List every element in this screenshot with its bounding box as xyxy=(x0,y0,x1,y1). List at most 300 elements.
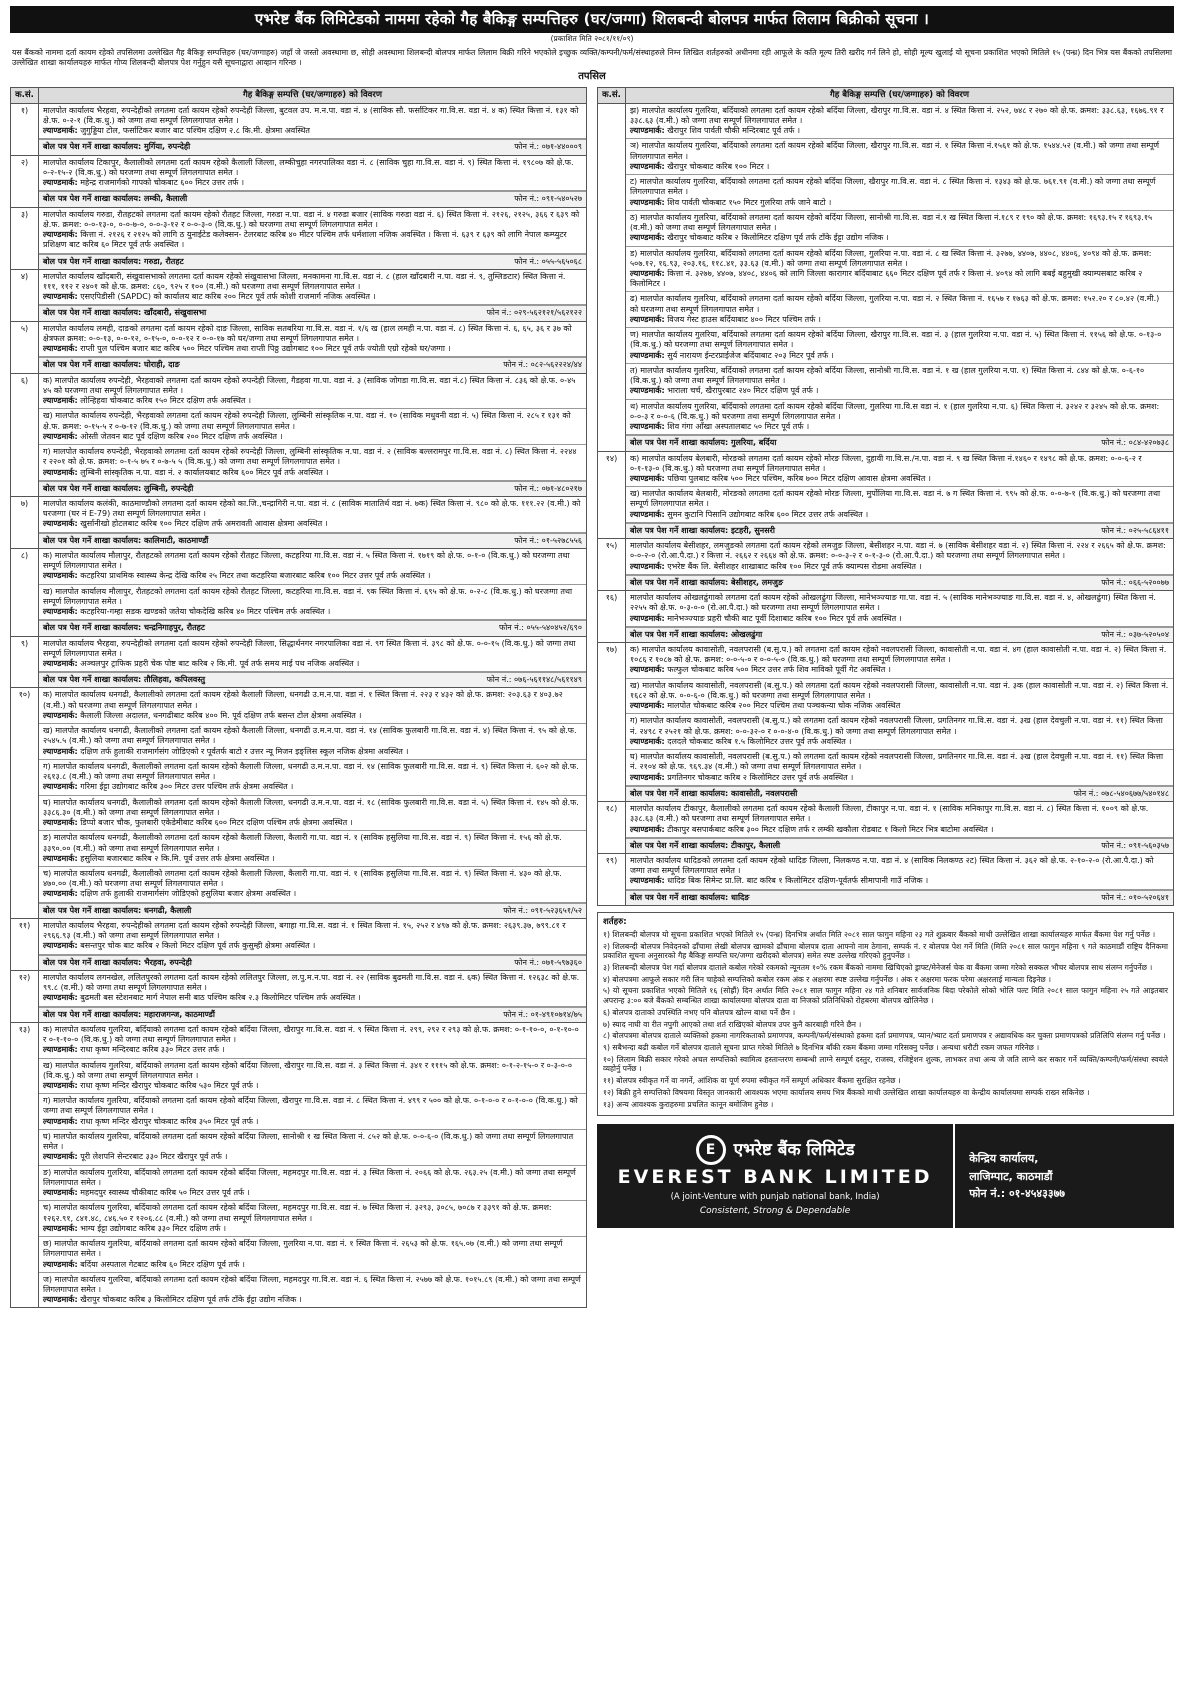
property-body xyxy=(39,208,586,269)
landmark-text: धादिङ बिक सिमेन्ट प्रा.लि. बाट करिब १ किलोमिटर दक्षिण-पूर्वतर्फ सीमापानी गाउँ नजिक । xyxy=(667,876,929,886)
landmark-line xyxy=(43,993,582,1003)
property-number: १) xyxy=(11,104,39,155)
terms-title: शर्तहरु: xyxy=(603,916,627,927)
landmark-text: फल्फुल चोकबाट करिब ५०० मिटर उत्तर तर्फ शिव माविको पूर्वी गेट अवस्थित । xyxy=(667,665,891,675)
landmark-label: ल्याण्डमार्क: xyxy=(43,230,78,240)
property-description: ख) मालपोत कार्यालय मौलापुर, रौतहटको लगतमा दर्ता कायम रहेको रौतहट जिल्ला, कटहरिया गा.वि.स. वडा नं. ९क स्थित कित्ता नं. ६९५ को क्षे.फ. ०-२-८ (वि.क.धु.) को घरजग्गा तथा सम्पूर्ण लिगलगापात समेत । xyxy=(43,586,573,606)
branch-phone: फोन नं.: ०१-५२७८५५६ xyxy=(514,535,582,545)
header-desc: गैह बैकिङ्ग सम्पत्ति (घर/जग्गाहरु) को विवरण xyxy=(829,89,970,100)
property-number: ४) xyxy=(11,270,39,321)
term-item: ९) सबैभन्दा बढी कबोल गर्ने बोलपत्र दाताले सूचना प्राप्त गरेको मितिले ७ दिनभित्र बाँकी रकम बैंकमा जम्मा गरिसक्नु पर्नेछ । अन्यथा धरौटी रकम जफत गरिनेछ । xyxy=(603,1043,1040,1052)
branch-phone: फोन नं.: ०१-४९१०७१४/७५ xyxy=(503,1009,582,1019)
left-column xyxy=(10,87,587,1309)
property-entry xyxy=(626,802,1173,838)
left-property-list xyxy=(10,104,587,1309)
property-entry xyxy=(39,409,586,445)
property-description: ग) मालपोत कार्यालय धनगढी, कैलालीको लगतमा दर्ता कायम रहेको कैलाली जिल्ला, धनगढी उ.म.न.पा. वडा नं. १४ (साविक फुलबारी गा.वि.स. वडा नं. ९) स्थित कित्ता नं. ६०२ को क्षे.फ. २६१३.८ (व.मी.) को जग्गा तथा सम्पूर्ण लिगलगापात समेत । xyxy=(43,761,579,782)
property-entry xyxy=(626,175,1173,211)
property-entry xyxy=(626,292,1173,328)
property-entry xyxy=(39,585,586,621)
property-entry xyxy=(626,247,1173,293)
landmark-label: ल्याण्डमार्क: xyxy=(43,1116,78,1126)
landmark-label: ल्याण्डमार्क: xyxy=(43,467,78,477)
branch-phone: फोन नं.: ०२५-५८६४११ xyxy=(1101,525,1169,535)
property-number: ७) xyxy=(11,497,39,548)
intro-paragraph: यस बैंकको नाममा दर्ता कायम रहेको तपसिलमा उल्लेखित गैह बैकिङ्ग सम्पत्तिहरु (घर/जग्गाहरु) जहाँ जे जस्तो अवस्थामा छ, सोही अवस्थामा शिलबन्दी बोलपत्र मार्फत लिलाम बिक्री गरिने भएकोले इच्छुक व्यक्ति/कम्पनी/फर्म/संस्थाहरुले निम्न लिखित शर्तहरुको अधीनमा रही आफूले के कति मूल्य तिरी खरीद गर्न लिने हो, सोही मूल्य खुलाई यो सूचना प्रकाशित भएको मितिले १५ (पन्ध्र) दिन भित्र यस बैंकको तपसिलमा उल्लेखित शाखा कार्यालयहरु मार्फत गोप्य शिलबन्दी बोलपत्र पेश गर्नुहुन यसै सूचनाद्वारा आव्हान गरिन्छ । xyxy=(12,47,1172,67)
landmark-text: कटहरिया-गम्हा सडक खण्डको जतेया चोकदेखि करिब ४० मिटर पश्चिम तर्फ अवस्थित । xyxy=(80,607,331,617)
property-description: ग) मालपोत कार्यालय कावासोती, नवलपरासी (ब.सु.प.) को लगतमा दर्ता कायम रहेको नवलपरासी जिल्ला, प्रगतिनगर गा.वि.स. वडा नं. ३ख (हाल देवचुली न.पा. वडा नं. ११) स्थित कित्ता नं. २४९८ र २५२१ को क्षे.फ. क्रमश: ०-०-३२-० र ०-०-४-० (वि.क.धु.) को जग्गा तथा सम्पूर्ण लिगलगापात समेत । xyxy=(630,716,1163,736)
branch-phone: फोन नं.: ०७१-५९७३६० xyxy=(514,957,582,967)
property-body xyxy=(39,637,586,688)
property-row xyxy=(10,637,587,689)
landmark-line xyxy=(43,1117,582,1127)
landmark-text: ओस्ती जेतवन बाट पूर्व दक्षिण करिब २०० मिटर दक्षिण तर्फ अवस्थित । xyxy=(80,431,283,441)
property-entry xyxy=(39,971,586,1007)
property-number: १६) xyxy=(598,591,626,642)
property-description: ङ) मालपोत कार्यालय गुलरिया, बर्दियाको लगतमा दर्ता कायम रहेको बर्दिया जिल्ला, महमदपुर गा.वि.स. वडा नं. ३ स्थित कित्ता नं. २०६६ को क्षे.फ. २६३.२५ (व.मी.) को जग्गा तथा सम्पूर्ण लिगलगापात समेत । xyxy=(43,1167,576,1187)
landmark-line xyxy=(630,126,1169,136)
branch-office: बोल पत्र पेश गर्ने शाखा कार्यालय: चन्द्रनिगाहपुर, रौतहट xyxy=(43,623,205,633)
term-item: ४) बोलपत्रमा आफूले सकार गरी लिन चाहेको सम्पत्तिको कबोल रकम अंक र अक्षरमा स्पष्ट उल्लेख गर्नुपर्नेछ । अंक र अक्षरमा फरक परेमा अक्षरलाई मान्यता दिइनेछ । xyxy=(603,974,1052,984)
property-entry xyxy=(39,1059,586,1095)
term-item: ३) शिलबन्दी बोलपत्र पेश गर्दा बोलपत्र दाताले कबोल गरेको रकमको न्यूनतम १०% रकम बैंकको नाममा खिचिएको ड्राफ्ट/मेनेजर्स चेक वा बैंकमा जम्मा गरेको सक्कल भौचर बोलपत्र साथ संलग्न गर्नुपर्नेछ । xyxy=(603,962,1153,972)
property-number: १७) xyxy=(598,643,626,801)
submission-office xyxy=(39,191,586,206)
property-entry xyxy=(626,539,1173,575)
property-entry xyxy=(39,549,586,585)
landmark-line xyxy=(43,292,582,302)
landmark-text: खैरापुर चोकबाट करिब २ किलोमिटर दक्षिण पूर्व तर्फ टाँके ईट्टा उद्योग नजिक । xyxy=(667,233,889,243)
property-description: मालपोत कार्यालय लमही, दाङको लगतमा दर्ता कायम रहेको दाङ जिल्ला, साविक सतबरिया गा.वि.स. वडा नं. १/६ ख (हाल लमही न.पा. वडा नं. ८) स्थित कित्ता नं. ६, ६५, ३६ र ३७ को क्षेत्रफल क्रमश: ०-०-१३, ०-०-१२, ०-१५-०, ०-०-१२ र ०-०-१७ को घर/जग्गा तथा सम्पूर्ण लिगलगापात समेत । xyxy=(43,323,572,343)
property-row xyxy=(10,104,587,156)
landmark-text: बर्दिया अस्पताल गेटबाट करिब ६० मिटर दक्षिण पूर्व तर्फ । xyxy=(80,1259,245,1269)
property-entry xyxy=(626,452,1173,488)
landmark-line xyxy=(43,607,582,617)
landmark-text: कित्ता नं. ३२७७, ४४०७, ४४०८, ४४०६ को लागि जिल्ला कारागार बर्दियाबाट ६६० मिटर दक्षिण पूर्व तर्फ र कित्ता नं. ४०९४ को लागि बबई बहुमुखी क्याम्पसबाट करिब २ किलोमिटर । xyxy=(630,268,1143,289)
landmark-label: ल्याण्डमार्क: xyxy=(630,561,665,571)
landmark-text: दलदले चोकबाट करिब १.५ किलोमिटर उत्तर पूर्व तर्फ अवस्थित । xyxy=(667,736,852,746)
term-item: ५) यो सूचना प्रकाशित भएको मितिले १६ (सोह्रौं) दिन अर्थात मिति २०८१ साल फागुन महिना २४ गते शनिबार सार्वजनिक बिदा परेकोले सोको भोलि पल्ट मिति २०८१ साल फागुन महिना २५ गते आइतबार अपरान्ह ३:०० बजे बैंकको सम्बन्धित शाखा कार्यालयमा बोलपत्र दाता वा निजको प्रतिनिधिको रोहबरमा बोलपत्र खोलिनेछ । xyxy=(603,986,1168,1006)
right-property-list xyxy=(597,104,1174,906)
branch-office: बोल पत्र पेश गर्ने शाखा कार्यालय: कावासोती, नवलपरासी xyxy=(630,788,798,798)
property-description: ख) मालपोत कार्यालय बेलबारी, मोरङको लगतमा दर्ता कायम रहेको मोरङ जिल्ला, मुर्पोलिया गा.वि.स. वडा नं. ७ ग स्थित कित्ता नं. ९९५ को क्षे.फ. ०-०-७-१ (वि.क.धु.) को घरजग्गा तथा सम्पूर्ण लिगलगापात समेत । xyxy=(630,489,1161,509)
property-description: मालपोत कार्यालय भैरहवा, रुपन्देहीको लगतमा दर्ता कायम रहेको रुपन्देही जिल्ला, बुटवल उप. म.न.पा. वडा नं. ४ (साविक सौ. फर्साटिकर गा.वि.स. वडा नं. ४ क) स्थित कित्ता नं. १३१ को क्षे.फ. ०-२-१ (वि.क.धु.) को जग्गा तथा सम्पूर्ण लिगलगापात समेत । xyxy=(43,105,579,125)
table-header xyxy=(10,87,587,104)
property-description: ढ) मालपोत कार्यालय गुलरिया, बर्दियाको लगतमा दर्ता कायम रहेको बर्दिया जिल्ला, गुलरिया न.पा. वडा नं. २ स्थित कित्ता नं. १६५७ र १७६३ को क्षे.फ. क्रमश: १५२.२० र ८०.४२ (व.मी.) को घरजग्गा तथा सम्पूर्ण लिगलगापात समेत । xyxy=(630,294,1160,314)
property-description: मालपोत कार्यालय गरुडा, रौतहटको लगतमा दर्ता कायम रहेको रौतहट जिल्ला, गरुडा न.पा. वडा नं. ४ गरुडा बजार (साविक गरुडा वडा नं. ६) स्थित कित्ता नं. २१२६, २१२५, ३६६ र ६३९ को क्षे.फ. क्रमश: ०-०-१३-०, ०-०-७-०, ०-०-३-१२ र ०-०-३-० (वि.क.धु.) को घरजग्गा तथा सम्पूर्ण लिगलगापात समेत । xyxy=(43,209,580,229)
branch-office: बोल पत्र पेश गर्ने शाखा कार्यालय: टीकापुर, कैलाली xyxy=(630,840,781,850)
branch-office: बोल पत्र पेश गर्ने शाखा कार्यालय: तौलिहवा, कपिलवस्तु xyxy=(43,675,206,685)
property-entry xyxy=(626,104,1173,140)
landmark-line xyxy=(630,351,1169,361)
landmark-label: ल्याण्डमार्क: xyxy=(630,126,665,136)
landmark-line xyxy=(43,1152,582,1162)
property-body xyxy=(39,322,586,373)
branch-office: बोल पत्र पेश गर्ने शाखा कार्यालय: इटहरी, सुनसरी xyxy=(630,525,775,535)
branch-office: बोल पत्र पेश गर्ने शाखा कार्यालय: भैरहवा, रुपन्देही xyxy=(43,957,192,967)
property-body xyxy=(626,104,1173,451)
property-entry xyxy=(626,591,1173,627)
property-row xyxy=(597,539,1174,591)
submission-office xyxy=(626,890,1173,905)
bank-name-nepali: एभरेष्ट बैंक लिमिटेड xyxy=(733,1139,855,1160)
property-entry xyxy=(626,400,1173,436)
landmark-line xyxy=(43,889,582,899)
submission-office xyxy=(39,481,586,496)
landmark-text: राप्ती पुल पश्चिम बजार बाट करिब ५०० मिटर पश्चिम तथा राप्ती पिठ्ठ उद्योगबाट १०० मिटर पूर्व तर्फ ज्योती एग्रो रहेको घर/जग्गा । xyxy=(80,344,451,354)
landmark-text: शिव पार्वती चोकबाट १५० मिटर गुलरिया तर्फ जाने बाटो । xyxy=(667,197,832,207)
property-entry xyxy=(39,156,586,192)
property-row xyxy=(597,591,1174,643)
landmark-line xyxy=(43,468,582,478)
header-no: क.सं. xyxy=(11,88,39,103)
property-description: मालपोत कार्यालय बेसीशहर, लमजुङको लगतमा दर्ता कायम रहेको लमजुङ जिल्ला, बेसीशहर न.पा. वडा नं. ७ (साविक बेसीशहर वडा नं. २) स्थित कित्ता नं. २२४ र २६६५ को क्षे.फ. क्रमश: ०-०-२-० (रो.आ.पै.दा.) र कित्ता नं. २६६२ र २६६४ को क्षे.फ. क्रमश: ०-०-३-२ र ०-१-३-० (रो.आ.पै.दा.) को घरजग्गा तथा सम्पूर्ण लिगलगापात समेत । xyxy=(630,541,1166,561)
property-row xyxy=(10,322,587,374)
property-body xyxy=(626,854,1173,905)
property-description: ण) मालपोत कार्यालय गुलरिया, बर्दियाको लगतमा दर्ता कायम रहेको बर्दिया जिल्ला, खैरापुर गा.वि.स. वडा नं. ३ (हाल गुलरिया न.पा. वडा नं. ५) स्थित कित्ता नं. ११५६ को क्षे.फ. ०-१३-० (वि.क.धु.) को घरजग्गा तथा सम्पूर्ण लिगलगापात समेत । xyxy=(630,330,1162,350)
landmark-text: लोन्हिहवा चोकबाट करिब १५० मिटर दक्षिण तर्फ अवस्थित । xyxy=(80,396,252,406)
property-description: मालपोत कार्यालय टीकापुर, कैलालीको लगतमा दर्ता कायम रहेको कैलाली जिल्ला, टीकापुर न.पा. वडा नं. १ (साविक मनिकापुर गा.वि.स. वडा नं. ८) स्थित कित्ता नं. १००९ को क्षे.फ. ३३८.६३ (व.मी.) को घरजग्गा तथा सम्पूर्ण लिगलगापात समेत । xyxy=(630,804,1149,824)
branch-office: बोल पत्र पेश गर्ने शाखा कार्यालय: लम्की, कैलाली xyxy=(43,194,188,204)
branch-phone: फोन नं.: ०३७-५२०५०४ xyxy=(1101,629,1169,639)
landmark-line xyxy=(630,198,1169,208)
property-entry xyxy=(39,1237,586,1273)
property-description: घ) मालपोत कार्यालय गुलरिया, बर्दियाको लगतमा दर्ता कायम रहेको बर्दिया जिल्ला, सानोश्री १ ख स्थित कित्ता नं. ८५२ को क्षे.फ. ०-०-६-० (वि.क.धु.) को जग्गा तथा सम्पूर्ण लिगलगापात समेत । xyxy=(43,1131,574,1152)
landmark-line xyxy=(43,1224,582,1234)
property-entry xyxy=(626,328,1173,364)
landmark-line xyxy=(43,519,582,529)
property-row xyxy=(597,643,1174,802)
property-number: ६) xyxy=(11,374,39,496)
landmark-text: कित्ता नं. २१२६ र २१२५ को लागि ठ युनाईटेड कलेक्सन- टेलरबाट करिब ४० मीटर पश्चिम तर्फ धर्मशाला नजिक अवस्थित । कित्ता नं. ६३९ र ६३९ को लागि नेपाल कम्प्युटर प्रशिक्षण बाट करिब ६० मिटर पूर्व तर्फ अवस्थित । xyxy=(43,230,567,250)
landmark-text: लुम्बिनी सांस्कृतिक न.पा. वडा नं. २ कार्यालयबाट करिब ६०० मिटर पूर्व तर्फ अवस्थित । xyxy=(80,467,329,477)
property-entry xyxy=(39,1094,586,1130)
landmark-label: ल्याण्डमार्क: xyxy=(43,178,78,188)
bank-name-english: EVEREST BANK LIMITED xyxy=(617,1166,933,1189)
property-description: क) मालपोत कार्यालय धनगढी, कैलालीको लगतमा दर्ता कायम रहेको कैलाली जिल्ला, धनगढी उ.म.न.पा. वडा नं. १ स्थित कित्ता नं. २२३ र ४३२ को क्षे.फ. क्रमश: २०३.६३ र ४०३.७२ (व.मी.) को घरजग्गा तथा सम्पूर्ण लिगलगापात समेत । xyxy=(43,690,563,710)
landmark-line xyxy=(630,665,1169,675)
landmark-text: सुर्य नारायण ईन्टरप्राईजेज बर्दियाबाट २०३ मिटर पूर्व तर्फ । xyxy=(667,350,834,360)
landmark-text: कैलाली जिल्ला अदालत, धनगढीबाट करिब ४०० मि. पूर्व दक्षिण तर्फ बसन्त टोल क्षेत्रमा अवस्थित । xyxy=(80,710,362,720)
landmark-label: ल्याण्डमार्क: xyxy=(43,292,78,302)
landmark-text: भाराला चर्च, खैरापुरबाट २४० मिटर दक्षिण पूर्व तर्फ । xyxy=(667,386,819,396)
property-body xyxy=(626,452,1173,539)
landmark-line xyxy=(43,178,582,188)
landmark-text: विजय गेस्ट हाउस बर्दियाबाट ४०० मिटर पश्चिम तर्फ । xyxy=(667,314,821,324)
property-entry xyxy=(626,364,1173,400)
property-entry xyxy=(626,854,1173,890)
property-number: ३) xyxy=(11,208,39,269)
submission-office xyxy=(39,903,586,918)
header-desc: गैह बैकिङ्ग सम्पत्ति (घर/जग्गाहरु) को विवरण xyxy=(242,89,383,100)
property-body xyxy=(39,270,586,321)
property-description: ट) मालपोत कार्यालय गुलरिया, बर्दियाको लगतमा दर्ता कायम रहेको बर्दिया जिल्ला, खैरापुर गा.वि.स. वडा नं. ८ स्थित कित्ता नं. १३४३ को क्षे.फ. ७६१.९१ (व.मी.) को जग्गा तथा सम्पूर्ण लिगलगापात समेत । xyxy=(630,177,1156,197)
office-title: केन्द्रिय कार्यालय, xyxy=(969,1151,1039,1165)
property-row xyxy=(10,688,587,918)
office-location: लाजिम्पाट, काठमाडौं xyxy=(969,1169,1053,1183)
property-body xyxy=(39,549,586,636)
term-item: १३) अन्य आवश्यक कुराहरुमा प्रचलित कानून बमोजिम हुनेछ । xyxy=(603,1099,774,1109)
terms-section xyxy=(597,912,1174,1116)
property-entry xyxy=(626,139,1173,175)
property-entry xyxy=(39,760,586,796)
submission-office xyxy=(39,955,586,970)
property-description: छ) मालपोत कार्यालय गुलरिया, बर्दियाको लगतमा दर्ता कायम रहेको बर्दिया जिल्ला, गुलरिया न.पा. वडा नं. १ स्थित कित्ता नं. २६५३ को क्षे.फ. १६५.०७ (व.मी.) को जग्गा तथा सम्पूर्ण लिगलगापात समेत । xyxy=(43,1239,563,1259)
property-number: १३) xyxy=(11,1023,39,1308)
landmark-label: ल्याण्डमार्क: xyxy=(630,824,665,834)
branch-phone: फोन नं.: ०७८-५४०६७७/५४०१४८ xyxy=(1073,788,1169,798)
property-description: मालपोत कार्यालय कलंकी, काठमाण्डौको लगतमा दर्ता कायम रहेको का.जि.,चन्द्रागिरी न.पा. वडा नं. ८ (साविक मातातिर्थ वडा नं. ७क) स्थित कित्ता नं. ९८० को क्षे.फ. १११.२२ (व.मी.) को घरजग्गा (घर नं E-79) तथा सम्पूर्ण लिगलगापात समेत । xyxy=(43,498,581,519)
branch-phone: फोन नं.: ०९१-५४०५२७ xyxy=(514,194,582,204)
branch-phone: फोन नं.: ०२९-५६२१२१/५६२१२२ xyxy=(486,308,582,318)
submission-office xyxy=(39,305,586,320)
landmark-line xyxy=(630,162,1169,172)
property-number: १८) xyxy=(598,802,626,853)
landmark-label: ल्याण्डमार्क: xyxy=(43,993,78,1003)
landmark-label: ल्याण्डमार्क: xyxy=(630,314,665,324)
property-entry xyxy=(39,637,586,673)
landmark-label: ल्याण्डमार्क: xyxy=(43,431,78,441)
property-description: ख) मालपोत कार्यालय गुलरिया, बर्दियाको लगतमा दर्ता कायम रहेको बर्दिया जिल्ला, खैरापुर गा.वि.स. वडा नं. ३ स्थित कित्ता नं. ३४१ र १११५ को क्षे.फ. क्रमश: ०-१-२-१५-० र ०-३-०-० (वि.क.धु.) को जग्गा तथा सम्पूर्ण लिगलगापात समेत । xyxy=(43,1060,572,1080)
property-number: १२) xyxy=(11,971,39,1022)
landmark-label: ल्याण्डमार्क: xyxy=(43,607,78,617)
property-description: क) मालपोत कार्यालय मौलापुर, रौतहटको लगतमा दर्ता कायम रहेको रौतहट जिल्ला, कटहरिया गा.वि.स. वडा नं. ५ स्थित कित्ता नं. १७१९ को क्षे.फ. ०-१-० (वि.क.धु.) को घरजग्गा तथा सम्पूर्ण लिगलगापात समेत । xyxy=(43,550,570,571)
landmark-line xyxy=(630,233,1169,243)
branch-office: बोल पत्र पेश गर्ने शाखा कार्यालय: घोराही, दाङ xyxy=(43,360,180,370)
property-entry xyxy=(626,643,1173,679)
landmark-text: एसएपिडीसी (SAPDC) को कार्यालय बाट करिब २०० मिटर पूर्व तर्फ कोशी राजमार्ग नजिक अवस्थित । xyxy=(80,292,376,302)
logo-row xyxy=(696,1135,855,1165)
property-entry xyxy=(39,796,586,832)
property-number: ९) xyxy=(11,637,39,688)
landmark-label: ल्याण्डमार्क: xyxy=(630,665,665,675)
branch-office: बोल पत्र पेश गर्ने शाखा कार्यालय: धादिङ xyxy=(630,892,750,902)
submission-office xyxy=(626,838,1173,853)
branch-phone: फोन नं.: ०६६-५२००७७ xyxy=(1101,577,1169,587)
landmark-line xyxy=(630,562,1169,572)
property-description: मालपोत कार्यालय लगनखेल, ललितपुरको लगतमा दर्ता कायम रहेको ललितपुर जिल्ला, ल.पु.म.न.पा. वडा नं. २२ (साविक बुढमती गा.वि.स. वडा नं. ६क) स्थित कित्ता नं. १२६३८ को क्षे.फ. ९९.८ (व.मी.) को जग्गा तथा सम्पूर्ण लिगलगापात समेत । xyxy=(43,972,580,993)
landmark-text: शिव गंगा आँखा अस्पतालबाट ५० मिटर पूर्व तर्फ । xyxy=(667,422,810,432)
branch-phone: फोन नं.: ०७६-५६११४८/५६११४९ xyxy=(486,675,582,685)
branch-office: बोल पत्र पेश गर्ने शाखा कार्यालय: गुलरिया, बर्दिया xyxy=(630,438,777,448)
landmark-label: ल्याण्डमार्क: xyxy=(43,1295,78,1305)
property-number: ८) xyxy=(11,549,39,636)
landmark-line xyxy=(630,614,1169,624)
landmark-line xyxy=(630,825,1169,835)
property-description: मालपोत कार्यालय टिकापुर, कैलालीको लगतमा दर्ता कायम रहेको कैलाली जिल्ला, लम्कीचुहा नगरपालिका वडा नं. ८ (साविक चुहा गा.वि.स. वडा नं. ९) स्थित कित्ता नं. १९८०७ को क्षे.फ. ०-२-१५-२ (वि.क.धु.) को घरजग्गा तथा सम्पूर्ण लिगलगापात समेत । xyxy=(43,157,574,177)
landmark-text: खैरापुर चोकबाट करिब १०० मिटर । xyxy=(667,161,770,171)
landmark-line xyxy=(630,422,1169,432)
office-phone: फोन नं.: ०१-४५४३३७७ xyxy=(969,1187,1066,1201)
landmark-text: प्रगतिनगर चोकबाट करिब २ किलोमिटर उत्तर पूर्व तर्फ अवस्थित । xyxy=(667,772,854,782)
landmark-line xyxy=(43,1045,582,1055)
branch-phone: फोन नं.: ०८२-५६२२२४/४४ xyxy=(503,360,582,370)
landmark-line xyxy=(43,1260,582,1270)
property-entry xyxy=(39,1023,586,1059)
property-row xyxy=(10,497,587,549)
landmark-text: बुढमती बस स्टेशनबाट मार्ग नेपाल सनी बाठ पश्चिम करिब २.३ किलोमिटर पश्चिम तर्फ अवस्थित । xyxy=(80,993,361,1003)
property-number: २) xyxy=(11,156,39,207)
landmark-text: मालपोत चोकबाट करिब २०० मिटर पश्चिम तथा पञ्चकन्या चोक नजिक अवस्थित xyxy=(667,701,901,711)
property-body xyxy=(626,802,1173,853)
landmark-text: भाग्य ईट्टा उद्योगबाट करिब ३३० मिटर दक्षिण तर्फ । xyxy=(80,1223,227,1233)
property-description: क) मालपोत कार्यालय कावासोती, नवलपरासी (ब.सु.प.) को लगतमा दर्ता कायम रहेको नवलपरासी जिल्ला, कावासोती न.पा. वडा नं. ४ग (हाल कावासोती न.पा. वडा नं. २) स्थित कित्ता नं. १०८६ र १०८७ को क्षे.फ. क्रमश: ०-०-५-० र ०-०-५-० (वि.क.धु.) को घरजग्गा तथा सम्पूर्ण लिगलगापात समेत । xyxy=(630,645,1167,665)
landmark-line xyxy=(43,1188,582,1198)
property-entry xyxy=(626,487,1173,523)
landmark-line xyxy=(43,941,582,951)
landmark-label: ल्याण्डमार्क: xyxy=(630,233,665,243)
landmark-text: खुर्सानीखो होटलबाट करिब १०० मिटर दक्षिण तर्फ अमरावती आवास क्षेत्रमा अवस्थित । xyxy=(80,519,328,529)
term-item: ११) बोलपत्र स्वीकृत गर्ने वा नगर्ने, आंशिक वा पूर्ण रुपमा स्वीकृत गर्ने सम्पूर्ण अधिकार बैंकमा सुरक्षित रहनेछ । xyxy=(603,1076,901,1086)
landmark-label: ल्याण्डमार्क: xyxy=(43,889,78,899)
submission-office xyxy=(39,533,586,548)
property-body xyxy=(39,156,586,207)
landmark-label: ल्याण्डमार्क: xyxy=(43,519,78,529)
term-item: १०) लिलाम बिक्री सकार गरेको अचल सम्पत्तिको स्वामित्व हस्तान्तरण सम्बन्धी लाग्ने सम्पूर्ण दस्तुर, राजस्व, रजिष्ट्रेशन शुल्क, लाभकर तथा अन्य जे जति लाग्ने कर सकार गर्ने व्यक्ति/कम्पनी/फर्म/संस्था स्वयंले व्यहोर्नु पर्नेछ । xyxy=(603,1054,1168,1074)
landmark-label: ल्याण्डमार्क: xyxy=(43,818,78,828)
bank-logo-icon: E xyxy=(696,1135,726,1165)
property-row xyxy=(10,208,587,270)
landmark-text: पछिया पुलबाट करिब ५०० मिटर पश्चिम, करिब ७०० मिटर दक्षिण आवास क्षेत्रमा अवस्थित । xyxy=(667,473,931,483)
landmark-line xyxy=(630,510,1169,520)
tagline: Consistent, Strong & Dependable xyxy=(699,1205,851,1216)
property-description: ख) मालपोत कार्यालय धनगढी, कैलालीको लगतमा दर्ता कायम रहेको कैलाली जिल्ला, धनगढी उ.म.न.पा. वडा नं. १४ (साविक फुलबारी गा.वि.स. वडा नं. ४) स्थित कित्ता नं. ९५ को क्षे.फ. २५४५.५ (व.मी.) को जग्गा तथा सम्पूर्ण लिगलगापात समेत । xyxy=(43,726,577,746)
property-description: च) मालपोत कार्यालय गुलरिया, बर्दियाको लगतमा दर्ता कायम रहेको बर्दिया जिल्ला, महमदपुर गा.वि.स. वडा नं. ७ स्थित कित्ता नं. ३२९३, ३०८५, ७०८७ र ३३९१ को क्षे.फ. क्रमश: १२६२.९१, ८४१.४८, ८४६.५० र १२०६.८८ (व.मी.) को जग्गा तथा सम्पूर्ण लिगलगापात समेत । xyxy=(43,1203,552,1223)
branch-office: बोल पत्र पेश गर्ने शाखा कार्यालय: बेसीशहर, लमजुङ xyxy=(630,577,784,587)
landmark-line xyxy=(43,344,582,354)
property-number: १०) xyxy=(11,688,39,917)
property-entry xyxy=(39,208,586,254)
branch-phone: फोन नं.: ०७१-४८०२१७ xyxy=(514,483,582,493)
property-description: मालपोत कार्यालय धादिङको लगतमा दर्ता कायम रहेको धादिङ जिल्ला, निलकण्ठ न.पा. वडा नं. ४ (साविक निलकण्ठ २ट) स्थित कित्ता नं. ३६२ को क्षे.फ. २-१०-२-० (रो.आ.पै.दा.) को जग्गा तथा सम्पूर्ण लिगलगापात समेत । xyxy=(630,856,1154,876)
property-entry xyxy=(39,497,586,533)
table-header xyxy=(597,87,1174,104)
landmark-label: ल्याण्डमार्क: xyxy=(43,571,78,581)
property-row xyxy=(597,452,1174,540)
property-entry xyxy=(39,374,586,410)
property-description: थ) मालपोत कार्यालय गुलरिया, बर्दियाको लगतमा दर्ता कायम रहेको बर्दिया जिल्ला, गुलरिया गा.वि.स वडा नं. १ (हाल गुलरिया न.पा. ६) स्थित कित्ता नं. ३२४२ र ३२४५ को क्षे.फ. क्रमश: ०-०-३ र ०-०-६ (वि.क.धु.) को घरजग्गा तथा सम्पूर्ण लिगलगापात समेत । xyxy=(630,401,1160,421)
landmark-label: ल्याण्डमार्क: xyxy=(43,396,78,406)
right-column xyxy=(597,87,1174,1228)
landmark-label: ल्याण्डमार्क: xyxy=(630,701,665,711)
landmark-line xyxy=(43,1081,582,1091)
landmark-line xyxy=(43,126,582,136)
property-row xyxy=(10,270,587,322)
landmark-label: ल्याण्डमार्क: xyxy=(43,941,78,951)
landmark-label: ल्याण्डमार्क: xyxy=(630,613,665,623)
property-body xyxy=(39,919,586,970)
property-row xyxy=(10,549,587,637)
landmark-text: महेन्द्र राजमार्गको गापको चोकबाट ६०० मिटर उत्तर तर्फ । xyxy=(80,178,245,188)
property-row xyxy=(10,971,587,1023)
property-number xyxy=(598,104,626,451)
property-entry xyxy=(39,919,586,955)
landmark-text: टीकापुर बसपार्कबाट करिब ३०० मिटर दक्षिण तर्फ र लम्की खकौला रोडबाट १ किलो मिटर भित्र बाटोमा अवस्थित । xyxy=(667,824,994,834)
property-description: क) मालपोत कार्यालय गुलरिया, बर्दियाको लगतमा दर्ता कायम रहेको बर्दिया जिल्ला, खैरापुर गा.वि.स. वडा नं. ९ स्थित कित्ता नं. २९९, २९२ र २९३ को क्षे.फ. क्रमश: ०-१-१०-०, ०-१-१०-० र ०-१-१०-० (वि.क.धु.) को जग्गा तथा सम्पूर्ण लिगलगापात समेत । xyxy=(43,1024,579,1045)
property-body xyxy=(39,497,586,548)
term-item: १) शिलबन्दी बोलपत्र यो सूचना प्रकाशित भएको मितिले १५ (पन्ध्र) दिनभित्र अर्थात मिति २०८१ साल फागुन महिना २३ गते शुक्रबार बैंकको माथी उल्लेखित शाखा कार्यालयहरु मार्फत बैंकमा पेश गर्नु पर्नेछ । xyxy=(603,929,1156,939)
landmark-line xyxy=(43,659,582,669)
joint-venture-line: (A joint-Venture with punjab national bank, India) xyxy=(670,1191,880,1202)
property-description: मालपोत कार्यालय भैरहवा, रुपन्देहीको लगतमा दर्ता कायम रहेको रुपन्देही जिल्ला, सिद्धार्थनगर नगरपालिका वडा नं. ९ग स्थित कित्ता नं. ३९८ को क्षे.फ. ०-०-१५ (वि.क.धु.) को जग्गा तथा सम्पूर्ण लिगलगापात समेत । xyxy=(43,638,576,658)
property-number: ११) xyxy=(11,919,39,970)
landmark-line xyxy=(43,854,582,864)
section-title: तपसिल xyxy=(578,71,606,83)
landmark-label: ल्याण्डमार्क: xyxy=(630,197,665,207)
property-description: घ) मालपोत कार्यालय धनगढी, कैलालीको लगतमा दर्ता कायम रहेको कैलाली जिल्ला, धनगढी उ.म.न.पा. वडा नं. १८ (साविक फुलबारी गा.वि.स. वडा नं. ५) स्थित कित्ता नं. १४५ को क्षे.फ. ३३८६.३० (व.मी.) को जग्गा तथा सम्पूर्ण लिगलगापात समेत । xyxy=(43,797,579,817)
property-row xyxy=(597,854,1174,906)
property-entry xyxy=(39,1130,586,1166)
branch-phone: फोन नं.: ०५५-५४०४५२/६९० xyxy=(499,623,582,633)
property-entry xyxy=(39,1273,586,1308)
branch-phone: फोन नं.: ०९१-५२३६५१/५२ xyxy=(503,905,582,915)
property-row xyxy=(10,156,587,208)
term-item: ६) बोलपत्र दाताको उपस्थिति नभए पनि बोलपत्र खोल्न बाधा पर्ने छैन । xyxy=(603,1007,796,1017)
property-description: ड) मालपोत कार्यालय गुलरिया, बर्दियाको लगतमा दर्ता कायम रहेको बर्दिया जिल्ला, गुलरिया न.पा. वडा नं. ८ ख स्थित कित्ता नं. ३२७७, ४४०७, ४४०८, ४४०६, ४०९४ को क्षे.फ. क्रमश: ५०७.१२, १६.९३, २०३.१६, ११८.४१, ३३.६३ (व.मी.) को जग्गा तथा सम्पूर्ण लिगलगापात समेत । xyxy=(630,248,1152,268)
property-entry xyxy=(39,270,586,306)
landmark-label: ल्याण्डमार्क: xyxy=(630,422,665,432)
property-row xyxy=(597,802,1174,854)
landmark-line xyxy=(630,315,1169,325)
property-entry xyxy=(39,1201,586,1237)
property-row xyxy=(10,1023,587,1309)
landmark-line xyxy=(43,747,582,757)
property-description: ज) मालपोत कार्यालय गुलरिया, बर्दियाको लगतमा दर्ता कायम रहेको बर्दिया जिल्ला, महमदपुर गा.वि.स. वडा नं. ६ स्थित कित्ता नं. २५७७ को क्षे.फ. १०१५.८९ (व.मी.) को जग्गा तथा सम्पूर्ण लिगलगापात समेत । xyxy=(43,1274,581,1294)
property-body xyxy=(626,539,1173,590)
landmark-line xyxy=(630,701,1169,711)
property-row xyxy=(10,919,587,971)
property-number: ५) xyxy=(11,322,39,373)
landmark-text: पूरी लेशपनि सेन्टरबाट ३३० मिटर खैरापुर पूर्व तर्फ । xyxy=(80,1152,228,1162)
landmark-line xyxy=(43,818,582,828)
property-entry xyxy=(39,688,586,724)
branch-phone: फोन नं.: ०९१-५६०३५७ xyxy=(1101,840,1169,850)
bank-branding xyxy=(597,1124,955,1228)
submission-office xyxy=(39,1007,586,1022)
property-row xyxy=(597,104,1174,452)
landmark-text: खैरापुर चोकबाट करिब ३ किलोमिटर दक्षिण पूर्व तर्फ टाँके ईट्टा उद्योग नजिक । xyxy=(80,1295,302,1305)
submission-office xyxy=(39,672,586,687)
landmark-line xyxy=(43,782,582,792)
property-description: च) मालपोत कार्यालय धनगढी, कैलालीको लगतमा दर्ता कायम रहेको कैलाली जिल्ला, कैलारी गा.पा. वडा नं. १ (साविक हसुलिया गा.वि.स. वडा नं. ९) स्थित कित्ता नं. ४३० को क्षे.फ. ४७०.०० (व.मी.) को घरजग्गा तथा सम्पूर्ण लिगलगापात समेत । xyxy=(43,869,562,889)
branch-phone: फोन नं.: ०५५-५६५०६८ xyxy=(514,256,582,266)
landmark-text: दक्षिण तर्फ हुलाकी राजमार्गसंग जोडिएको हसुलिया बजार क्षेत्रमा अवस्थित । xyxy=(80,889,297,899)
header-no: क.सं. xyxy=(598,88,626,103)
submission-office xyxy=(39,620,586,635)
property-body xyxy=(39,688,586,917)
landmark-label: ल्याण्डमार्क: xyxy=(43,1188,78,1198)
landmark-label: ल्याण्डमार्क: xyxy=(630,350,665,360)
property-description: ख) मालपोत कार्यालय रुपन्देही, भैरहवाको लगतमा दर्ता कायम रहेको रुपन्देही जिल्ला, लुम्बिनी सांस्कृतिक न.पा. वडा नं. १० (साविक मधुवनी वडा नं. ५) स्थित कित्ता नं. २८५ र १३१ को क्षे.फ. क्रमश: ०-१५-५ र ०-७-१२ (वि.क.धु.) को जग्गा तथा सम्पूर्ण लिगलगापात समेत । xyxy=(43,411,571,431)
landmark-text: डिप्पो बजार चौक, फुलबारी एकेडेमीबाट करिब ६०० मिटर दक्षिण पश्चिम तर्फ क्षेत्रमा अवस्थित । xyxy=(80,818,353,828)
landmark-line xyxy=(43,571,582,581)
landmark-text: गरिमा ईट्टा उद्योगबाट करिब ३०० मिटर उत्तर पश्चिम तर्फ क्षेत्रमा अवस्थित । xyxy=(80,782,294,792)
landmark-label: ल्याण्डमार्क: xyxy=(43,746,78,756)
submission-office xyxy=(39,139,586,154)
landmark-text: सुमन कुटानि पिसानि उद्योगबाट करिब ६०० मिटर उत्तर तर्फ अवस्थित । xyxy=(667,509,869,519)
landmark-text: एभरेष्ट बैंक लि. बेसीशहर शाखाबाट करिब १०० मिटर पूर्व तर्फ क्याम्पस रोडमा अवस्थित । xyxy=(667,561,922,571)
landmark-label: ल्याण्डमार्क: xyxy=(43,126,78,136)
property-description: ञ) मालपोत कार्यालय गुलरिया, बर्दियाको लगतमा दर्ता कायम रहेको बर्दिया जिल्ला, खैरापुर गा.वि.स. वडा नं. १ स्थित कित्ता नं.१५६१ को क्षे.फ. १५४४.५२ (व.मी.) को जग्गा तथा सम्पूर्ण लिगलगापात समेत । xyxy=(630,141,1160,161)
property-description: ख) मालपोत कार्यालय कावासोती, नवलपरासी (ब.सु.प.) को लगतमा दर्ता कायम रहेको नवलपरासी जिल्ला, कावासोती न.पा. वडा नं. ३क (हाल कावासोती न.पा. वडा नं. २) स्थित कित्ता नं. १६८२ को क्षे.फ. ०-०-६-० (वि.क.धु.) को घरजग्गा तथा सम्पूर्ण लिगलगापात समेत । xyxy=(630,680,1169,700)
branch-phone: फोन नं.: ०८४-४२०७३८ xyxy=(1101,438,1169,448)
property-entry xyxy=(39,724,586,760)
property-body xyxy=(39,104,586,155)
landmark-line xyxy=(43,396,582,406)
landmark-label: ल्याण्डमार्क: xyxy=(630,736,665,746)
landmark-line xyxy=(43,432,582,442)
property-description: ङ) मालपोत कार्यालय धनगढी, कैलालीको लगतमा दर्ता कायम रहेको कैलाली जिल्ला, कैलारी गा.पा. वडा नं. १ (साविक हसुलिया गा.वि.स. वडा नं. ९) स्थित कित्ता नं. १५६ को क्षे.फ. ३३९०.०० (व.मी.) को जग्गा तथा सम्पूर्ण लिगलगापात समेत । xyxy=(43,833,562,853)
